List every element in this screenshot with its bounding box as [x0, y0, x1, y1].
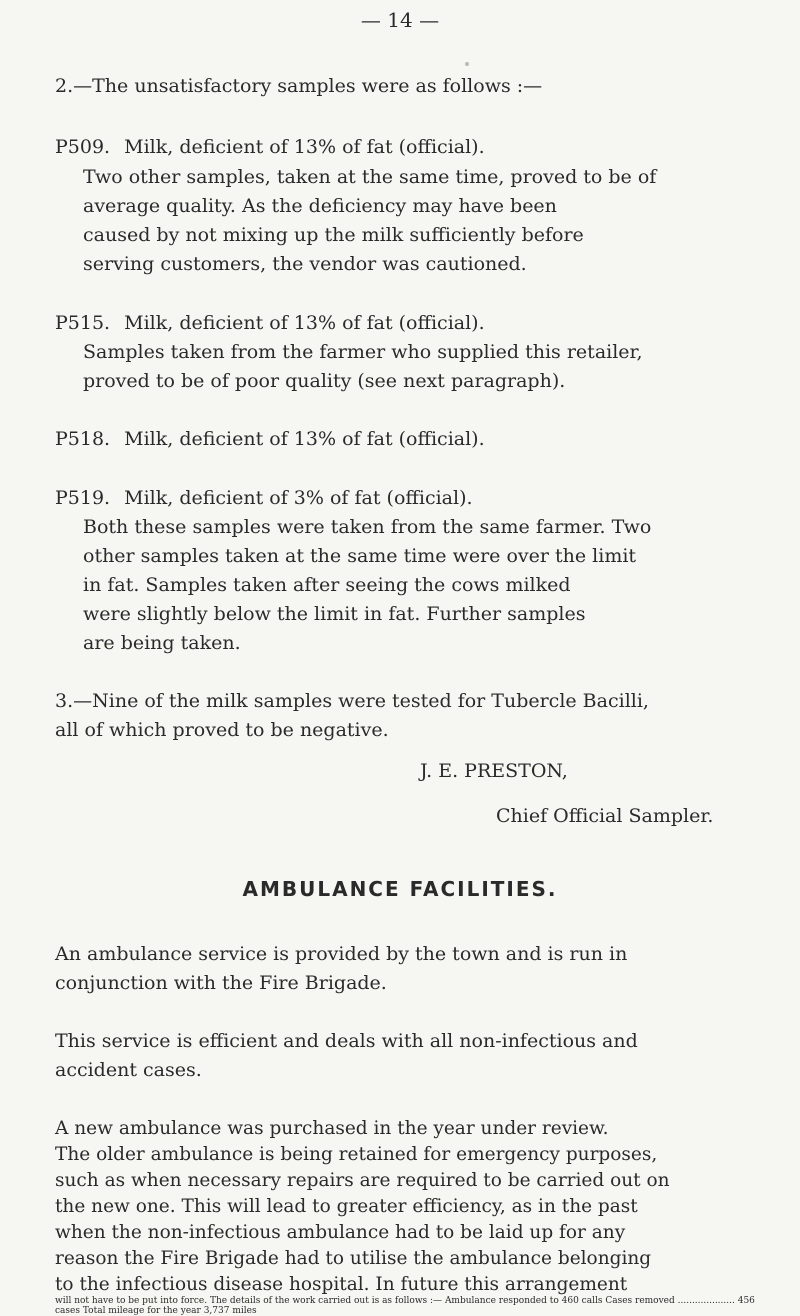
sample-note-line: are being taken. — [83, 632, 241, 654]
ambulance-para3-line: when the non-infectious ambulance had to be laid up for any — [55, 1222, 626, 1243]
sample-note-line: proved to be of poor quality (see next paragraph). — [83, 370, 566, 392]
sample-note-line: Samples taken from the farmer who supplied this retailer, — [83, 341, 643, 363]
sample-p509-heading — [55, 133, 485, 162]
ambulance-para1-line: An ambulance service is provided by the town and is run in — [55, 943, 628, 965]
page-number: — 14 — — [360, 8, 440, 32]
item-3-line: all of which proved to be negative. — [55, 719, 389, 741]
item-3-line: 3.—Nine of the milk samples were tested for Tubercle Bacilli, — [55, 690, 649, 712]
ambulance-para2-line: This service is efficient and deals with all non-infectious and — [55, 1030, 638, 1052]
sample-note-line: Both these samples were taken from the same farmer. Two — [83, 516, 652, 538]
sample-note-line: serving customers, the vendor was cautioned. — [83, 253, 527, 275]
ambulance-para3-line: to the infectious disease hospital. In future this arrangement — [55, 1274, 628, 1295]
ink-speck — [465, 62, 469, 66]
details-intro: The details of the work carried out is as follows :— — [209, 1296, 443, 1306]
ambulance-para3-line: the new one. This will lead to greater efficiency, as in the past — [55, 1196, 638, 1217]
ambulance-para3-line: such as when necessary repairs are required to be carried out on — [55, 1170, 670, 1191]
sample-description: Milk, deficient of 3% of fat (official). — [124, 487, 473, 509]
details-value: 456 cases — [55, 1296, 755, 1316]
sample-description: Milk, deficient of 13% of fat (official). — [124, 428, 485, 450]
details-label: Total mileage for the year — [82, 1306, 201, 1316]
sample-note-line: other samples taken at the same time were over the limit — [83, 545, 637, 567]
signature-name: J. E. PRESTON, — [420, 760, 568, 782]
sample-note-line: Two other samples, taken at the same time, proved to be of — [83, 166, 657, 188]
sample-note-line: were slightly below the limit in fat. Further samples — [83, 603, 586, 625]
details-value: 3,737 miles — [203, 1306, 257, 1316]
signature-title: Chief Official Sampler. — [496, 805, 714, 827]
ambulance-para3-line: The older ambulance is being retained for emergency purposes, — [55, 1144, 658, 1165]
ambulance-para2-line: accident cases. — [55, 1059, 202, 1081]
ambulance-para3-line: A new ambulance was purchased in the year under review. — [55, 1118, 609, 1139]
section-heading: AMBULANCE FACILITIES. — [242, 877, 558, 901]
sample-id: P518. — [55, 428, 111, 450]
details-row — [83, 1306, 257, 1316]
sample-note-line: caused by not mixing up the milk sufficiently before — [83, 224, 584, 246]
details-row — [445, 1296, 603, 1306]
item-2-intro: 2.—The unsatisfactory samples were as follows :— — [55, 75, 543, 97]
sample-description: Milk, deficient of 13% of fat (official). — [124, 312, 485, 334]
sample-p518-heading — [55, 425, 485, 454]
sample-p515-heading — [55, 309, 485, 338]
ambulance-continuation — [55, 1296, 755, 1316]
sample-note-line: average quality. As the deficiency may have been — [83, 195, 557, 217]
sample-id: P515. — [55, 312, 111, 334]
sample-id: P509. — [55, 136, 111, 158]
ambulance-para1-line: conjunction with the Fire Brigade. — [55, 972, 387, 994]
details-label: Cases removed .................... — [605, 1296, 735, 1306]
sample-p519-heading — [55, 484, 473, 513]
details-label: Ambulance responded to — [444, 1296, 559, 1306]
details-value: 460 calls — [561, 1296, 603, 1306]
sample-id: P519. — [55, 487, 111, 509]
ambulance-para3-line: will not have to be put into force. — [55, 1296, 208, 1306]
sample-note-line: in fat. Samples taken after seeing the cows milked — [83, 574, 571, 596]
sample-description: Milk, deficient of 13% of fat (official). — [124, 136, 485, 158]
ambulance-para3-line: reason the Fire Brigade had to utilise the ambulance belonging — [55, 1248, 652, 1269]
